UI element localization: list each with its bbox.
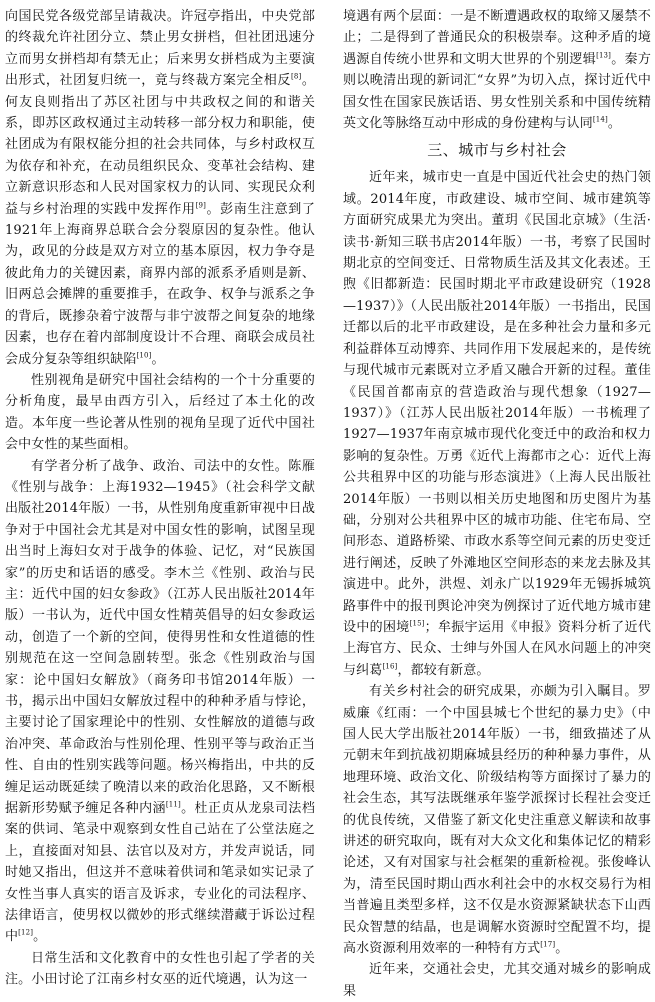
text-span: 。 — [555, 941, 569, 957]
text-span: 有关乡村社会的研究成果，亦颇为引入瞩目。罗威廉《红雨：一个中国县城七个世纪的暴力史》（中国人民大学出版社2014年版）一书，细致描述了从元朝末年到抗战初期麻城县经历的种种暴力事件，从地理环境、政治文化、阶级结构等方面探讨了暴力的社会生态，其写法既继承年鉴学派探讨长程社会变迁的优良传统，又借鉴了新文化史注重意义解读和故事讲述的研究取向，既有对大众文化和集体记忆的精彩论述，又有对国家与社会框架的重新检视。张俊峰认为，清至民国时期山西水利社会中的水权交易行为相当普遍且类型多样，这不仅是水资源紧缺状态下山西民众智慧的结晶，也是调解水资源时空配置不均，提高水资源利用效率的一种特有方式 — [343, 684, 651, 957]
text-span: 。 — [151, 351, 165, 367]
footnote-ref: [15] — [409, 619, 425, 628]
text-span: 性别视角是研究中国社会结构的一个十分重要的分析角度，最早由西方引入，后经过了本土化的改造。本年度一些论著从性别的视角呈现了近代中国社会中女性的某些面相。 — [5, 372, 315, 453]
footnote-ref: [17] — [540, 940, 556, 949]
text-span: 日常生活和文化教育中的女性也引起了学者的关注。小田讨论了江南乡村女巫的近代境遇，认为这一 — [5, 950, 315, 988]
paragraph-transport-history — [343, 959, 651, 1002]
right-column — [343, 6, 651, 1002]
text-span: 。何友良则指出了苏区社团与中共政权之间的和谐关系，即苏区政权通过主动转移一部分权力和职能，使社团成为有限权能分担的社会共同体，与乡村政权互为依存和补充，在动员组织民众、变革社会结构、建立新意识形态和人民对国家权力的认同、实现民众利益与乡村治理的实践中发挥作用 — [5, 73, 315, 217]
footnote-ref: [13] — [596, 51, 612, 60]
text-span: 。 — [33, 929, 47, 945]
text-span: 有学者分析了战争、政治、司法中的女性。陈雁《性别与战争：上海1932—1945》（社会科学文献出版社2014年版）一书，从性别角度重新审视中日战争对于中国社会尤其是对中国女性的影响，试图呈现出当时上海妇女对于战争的体验、记忆，对“民族国家”的历史和话语的感受。李木兰《性别、政治与民主：近代中国的妇女参政》（江苏人民出版社2014年版）一书认为，近代中国女性精英倡导的妇女参政运动，创造了一个新的空间，使得男性和女性道德的性别规范在这一空间急剧转型。张念《性别政治与国家：论中国妇女解放》（商务印书馆2014年版）一书，揭示出中国妇女解放过程中的种种矛盾与悖论，主要讨论了国家理论中的性别、女性解放的道德与政治冲突、革命政治与性别伦理、性别平等与政治正当性、自由的性别实践等问题。杨兴梅指出，中共的反缠足运动既延续了晚清以来的政治化思路，又不断根据新形势赋予缠足各种内涵 — [5, 458, 315, 817]
text-span: ，都较有新意。 — [397, 662, 490, 678]
paragraph-daily-life-women — [5, 948, 315, 991]
footnote-ref: [14] — [592, 115, 608, 124]
text-span: 。彭南生注意到了1921年上海商界总联合会分裂原因的复杂性。他认为，政见的分歧是双方对立的基本原因，权力争夺是彼此角力的关键因素，商界内部的派系矛盾则是新、旧两总会摊牌的重要推手，在政争、权争与派系之争的背后，既掺杂着宁波帮与非宁波帮之间复杂的地缘因素，也存在着内部制度设计不合理、商联会成员社会成分复杂等组织缺陷 — [5, 201, 315, 367]
footnote-ref: [9] — [195, 201, 207, 210]
paragraph-gender-war-politics — [5, 456, 315, 948]
paragraph-gender-intro — [5, 370, 315, 456]
paragraph-female-shamans-cont — [343, 6, 651, 134]
paragraph-associations-cont — [5, 6, 315, 370]
section-heading: 三、城市与乡村社会 — [427, 141, 567, 160]
text-span: ；牟振宇运用《申报》资料分析了近代上海官方、民众、士绅与外国人在风水问题上的冲突与纠葛 — [343, 619, 651, 678]
paragraph-rural-society — [343, 681, 651, 959]
text-span: 近年来，城市史一直是中国近代社会史的热门领域。2014年度，市政建设、城市空间、城市建筑等方面研究成果尤为突出。董玥《民国北京城》（生活·读书·新知三联书店2014年版）一书，考察了民国时期北京的空间变迁、日常物质生活及其文化表述。王煦《旧都新造：民国时期北平市政建设研究（1928—1937）》（人民出版社2014年版）一书指出，民国迁都以后的北平市政建设，是在多种社会力量和多元利益群体互动博弈、共同作用下发展起来的，是传统与现代城市元素既对立矛盾又融合开新的过程。董佳《民国首都南京的营造政治与现代想象（1927—1937）》（江苏人民出版社2014年版）一书梳理了1927—1937年南京城市现代化变迁中的政治和权力影响的复杂性。万勇《近代上海都市之心：近代上海公共租界中区的功能与形态演进》（上海人民出版社2014年版）一书则以相关历史地图和历史图片为基础，分别对公共租界中区的城市功能、住宅布局、空间形态、道路桥梁、市政水系等空间元素的历史变迁进行阐述，反映了外滩地区空间形态的来龙去脉及其演进中。此外，洪煜、刘永广以1929年无锡拆城筑路事件中的报刊舆论冲突为例探讨了近代地方城市建设中的困境 — [343, 170, 651, 635]
footnote-ref: [10] — [136, 351, 152, 360]
footnote-ref: [12] — [18, 929, 34, 938]
text-span: 。杜正贞从龙泉司法档案的供词、笔录中观察到女性自己站在了公堂法庭之上，直接面对知县、法官以及对方，并发声说话，同时她又指出，但这并不意味着供词和笔录如实记录了女性当事人真实的语言及诉求，专业化的司法程序、法律语言，使男权以微妙的形式继续潜藏于诉讼过程中 — [5, 801, 315, 945]
footnote-ref: [8] — [291, 72, 302, 81]
text-span: 。秦方则以晚清出现的新词汇“女界”为切入点，探讨近代中国女性在国家民族话语、男女性别关系和中国传统精英文化等脉络互动中形成的身份建构与认同 — [343, 51, 652, 132]
footnote-ref: [11] — [165, 800, 181, 809]
paragraph-urban-history — [343, 167, 651, 681]
text-span: 境遇有两个层面：一是不断遭遇政权的取缔又屡禁不止；二是得到了普通民众的积极崇奉。这种矛盾的境遇源自传统小世界和文明大世界的个别逻辑 — [343, 9, 651, 67]
text-span: 近年来，交通社会史，尤其交通对城乡的影响成果 — [343, 962, 651, 999]
footnote-ref: [16] — [382, 662, 398, 671]
text-span: 。 — [607, 116, 621, 132]
text-span: 向国民党各级党部呈请裁决。许冠亭指出，中央党部的终裁允许社团分立、禁止男女拼档，但社团迅速分立而男女拼档却有禁无止；后来男女拼档成为主要演出形式，社团复归统一，竟与终裁方案完全相反 — [5, 9, 315, 89]
left-column — [5, 6, 315, 991]
